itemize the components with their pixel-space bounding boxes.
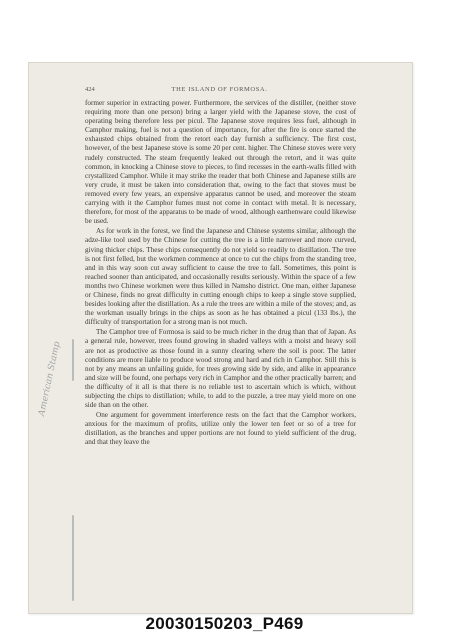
- handwritten-margin-note: American Stamp: [37, 340, 63, 418]
- paragraph-2: As for work in the forest, we find the Japanese and Chinese systems similar, although the adze-like tool used by the Chinese for cutting the tree is a little narrower and more curved, giving thicker chips. These chips consequently do not yield so readily to distillation. The tree is not first felled, but the workmen commence at once to cut the chips from the standing tree, and in this way soon cut away sufficient to cause the tree to fall. Sometimes, this point is reached sooner than anticipated, and occasionally results seriously. Within the space of a few months two Chinese workmen were thus killed in Namsho district. One man, either Japanese or Chinese, finds no great difficulty in cutting enough chips to keep a single stove supplied, besides looking after the distillation. As a rule the trees are within a mile of the stoves; and, as the workman usually brings in the chips as soon as he has obtained a picul (133 lbs.), the difficulty of transportation for a strong man is not much.: [85, 227, 356, 327]
- paragraph-3: The Camphor tree of Formosa is said to be much richer in the drug than that of Japan. As a general rule, however, trees found growing in shaded valleys with a moist and heavy soil are not as productive as those found in a sunny clearing where the soil is poor. The latter conditions are more liable to produce wood strong and hard and rich in Camphor. Still this is not by any means an unfailing guide, for trees growing side by side, and alike in appearance and size will be found, one perhaps very rich in Camphor and the other practically barren; and the difficulty of it all is that there is no reliable test to ascertain which is which, without subjecting the chips to distillation; while, to add to the puzzle, a tree may yield more on one side than on the other.: [85, 328, 356, 410]
- book-page: [28, 62, 413, 614]
- page-header: [85, 86, 354, 96]
- running-title: THE ISLAND OF FORMOSA.: [171, 86, 268, 93]
- paragraph-1: former superior in extracting power. Furthermore, the services of the distiller, (neither stove requiring more than one person) bring a larger yield with the Japanese stove, the cost of operating being therefore less per picul. The Japanese stove requires less fuel, although in Camphor making, fuel is not a question of importance, for after the fire is once started the exhausted chips obtained from the retort each day furnish a sufficiency. The first cost, however, of the best Japanese stove is some 20 per cent. higher. The Chinese stoves were very rudely constructed. The steam frequently leaked out through the retort, and it was quite common, in knocking a Chinese stove to pieces, to find recesses in the earth-walls filled with crystallized Camphor. While it may strike the reader that both Chinese and Japanese stills are very crude, it must be taken into consideration that, owing to the fact that stoves must be removed every few years, an expensive apparatus cannot be used, and moreover the steam carrying with it the Camphor fumes must not come in contact with metal. It is necessary, therefore, for most of the apparatus to be made of wood, although earthenware could likewise be used.: [85, 99, 356, 226]
- pencil-margin-line: [72, 339, 74, 381]
- pencil-margin-line: [72, 515, 74, 601]
- paragraph-4: One argument for government interference rests on the fact that the Camphor workers, anxious for the maximum of profits, utilize only the lower ten feet or so of a tree for distillation, as the branches and upper portions are not found to yield sufficient of the drug, and that they leave the: [85, 411, 356, 447]
- body-text: [85, 99, 356, 448]
- page-number: 424: [85, 86, 95, 93]
- image-caption: 20030150203_P469: [145, 614, 304, 633]
